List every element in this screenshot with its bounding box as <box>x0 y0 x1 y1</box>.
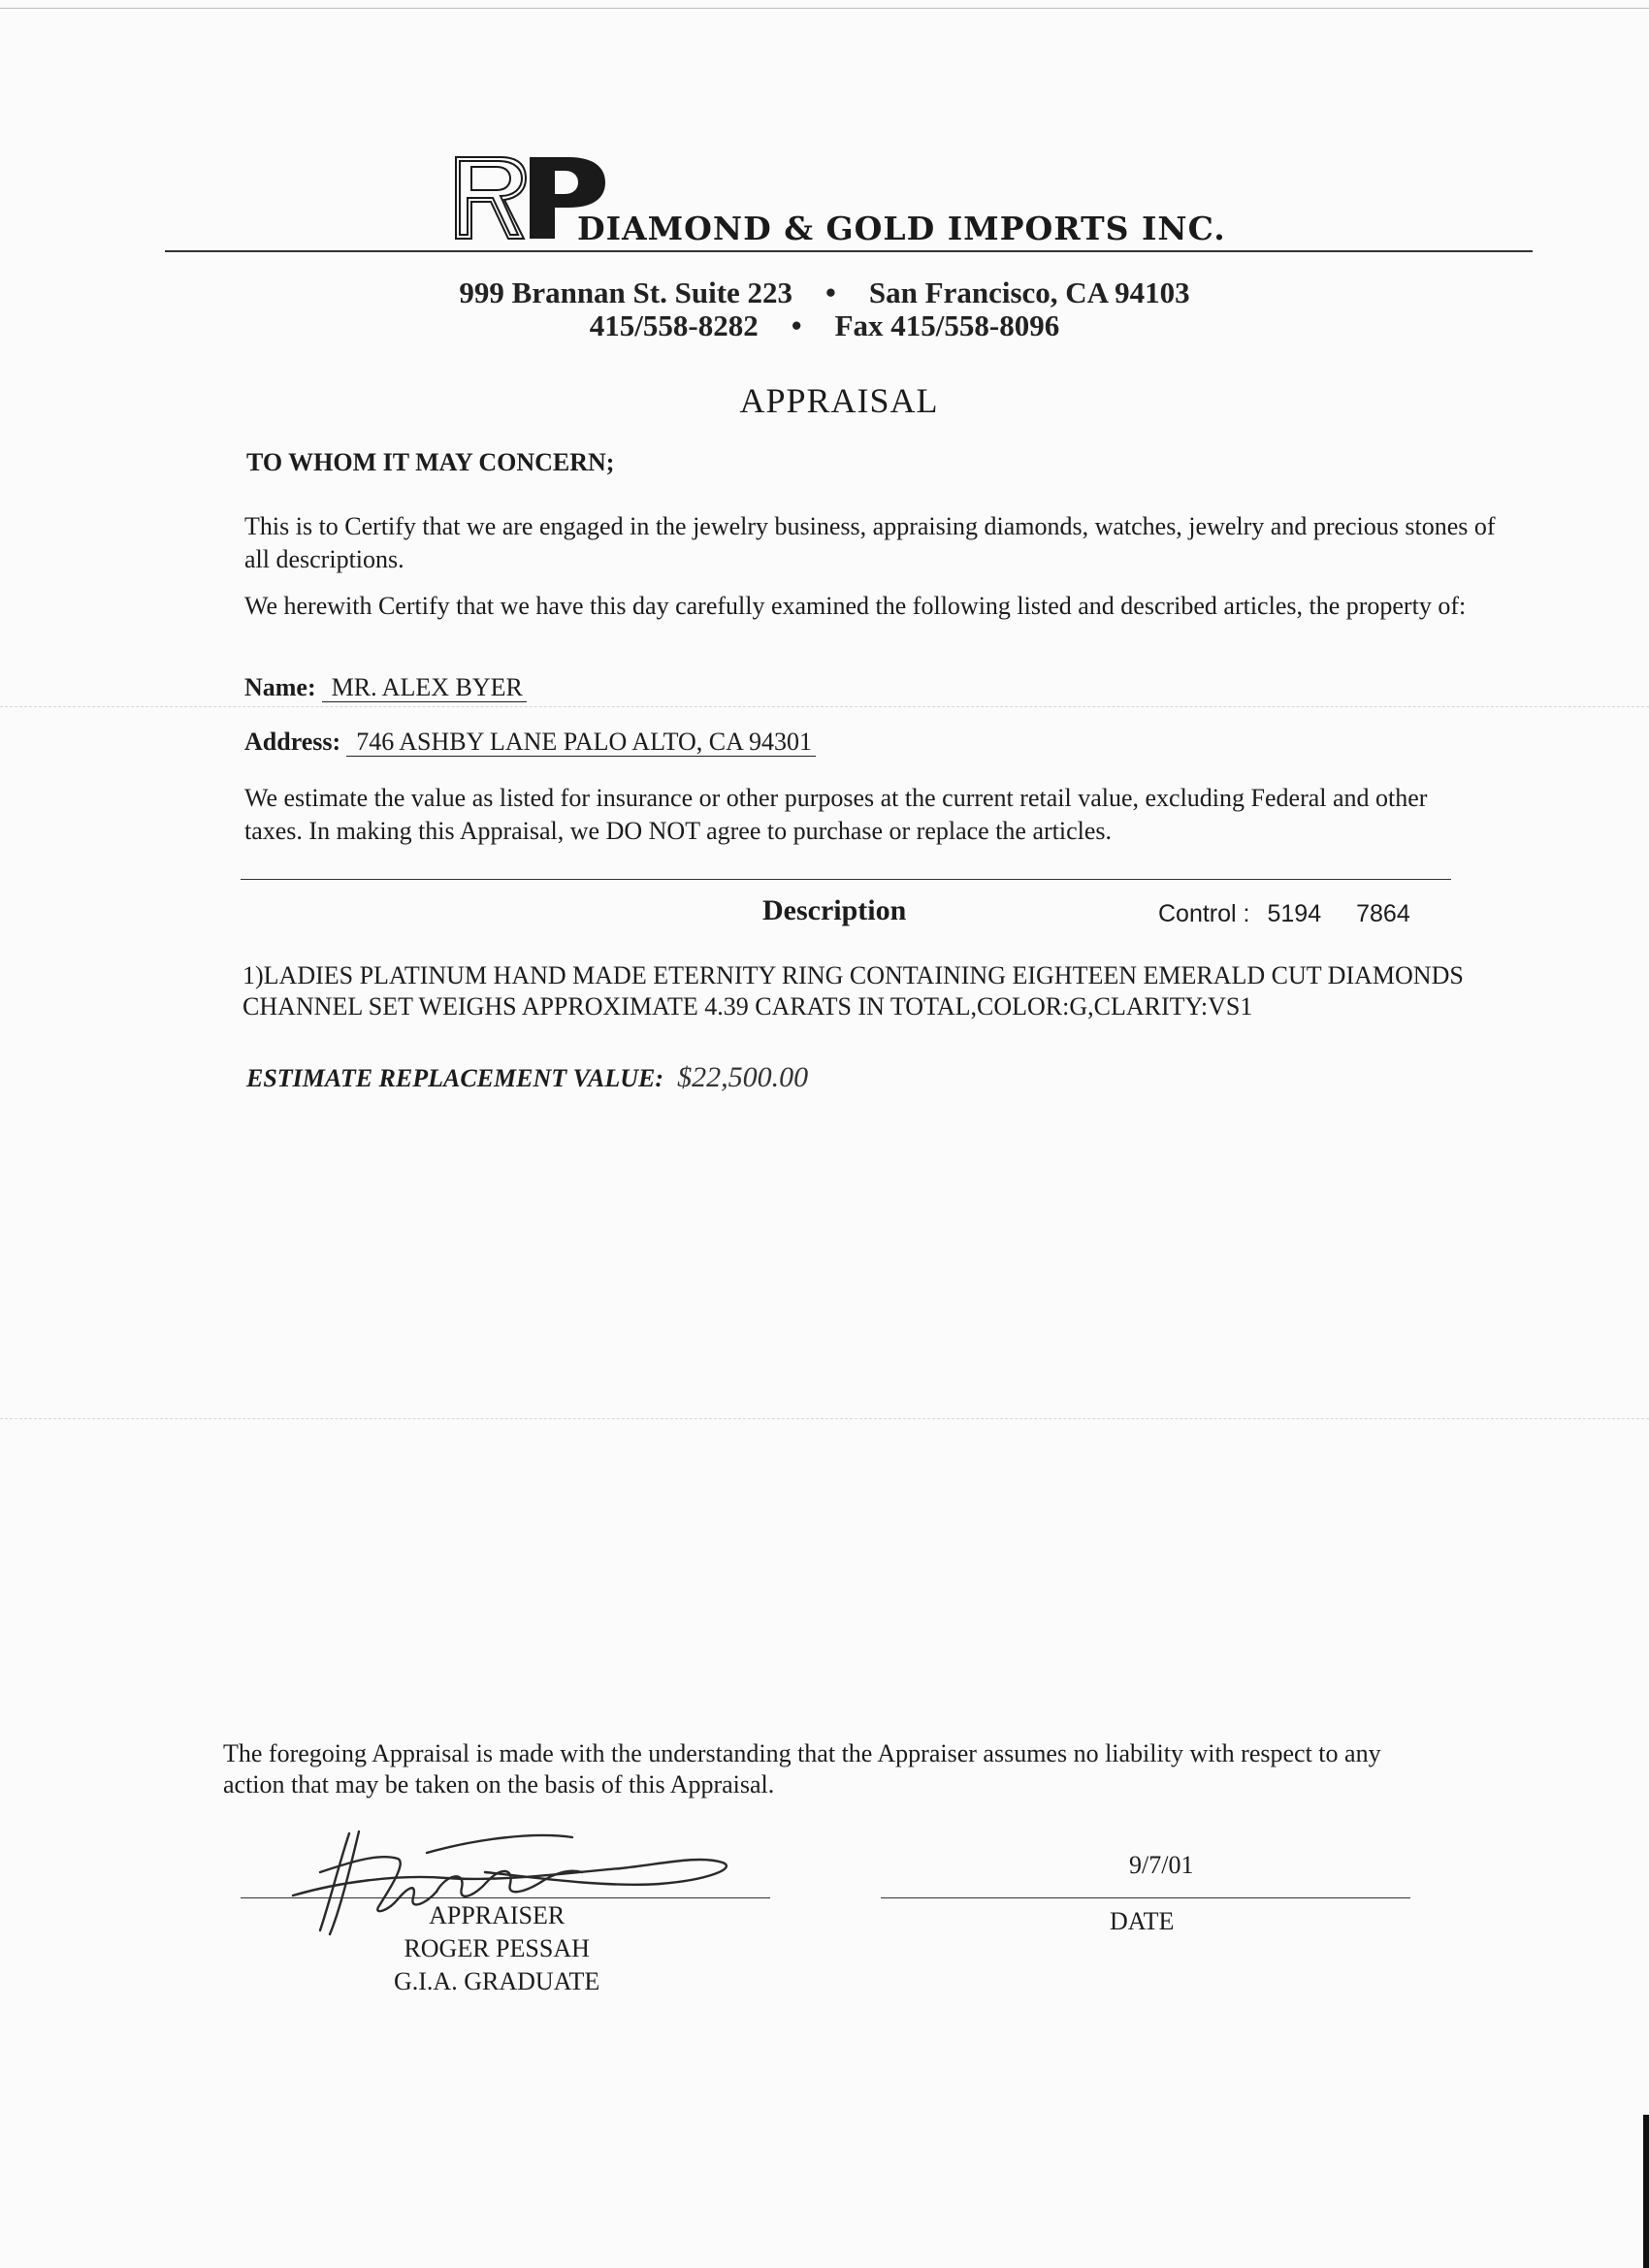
company-name: DIAMOND & GOLD IMPORTS INC. <box>577 210 1226 247</box>
separator-bullet: • <box>825 275 836 309</box>
company-phone-line <box>0 308 1649 343</box>
salutation: TO WHOM IT MAY CONCERN; <box>246 448 615 476</box>
control-number-2: 7864 <box>1356 900 1410 927</box>
fax-number: Fax 415/558-8096 <box>834 308 1060 342</box>
page-top-edge <box>0 0 1649 9</box>
control-label: Control : <box>1158 900 1250 927</box>
address-label: Address: <box>244 728 341 756</box>
estimate-label: ESTIMATE REPLACEMENT VALUE: <box>246 1064 664 1092</box>
estimate-amount: $22,500.00 <box>677 1061 809 1093</box>
header-rule <box>165 250 1533 252</box>
city-address: San Francisco, CA 94103 <box>868 275 1190 309</box>
date-label: DATE <box>1110 1907 1175 1935</box>
owner-name-field <box>244 673 527 702</box>
control-number-1: 5194 <box>1267 900 1322 927</box>
phone-number: 415/558-8282 <box>589 308 759 342</box>
estimate-value-line <box>246 1061 808 1094</box>
document-title: APPRAISAL <box>739 381 939 420</box>
fold-line <box>0 1418 1649 1419</box>
appraiser-credential: G.I.A. GRADUATE <box>394 1967 600 1995</box>
item-description: 1)LADIES PLATINUM HAND MADE ETERNITY RING CONTAINING EIGHTEEN EMERALD CUT DIAMONDS CHANNEL SET WEIGHS APPROXIMATE 4.39 CARATS IN TOTAL,COLOR:G,CLARITY:VS1 <box>242 961 1464 1021</box>
valuation-paragraph: We estimate the value as listed for insurance or other purposes at the current retail value, excluding Federal and other taxes. In making this Appraisal, we DO NOT agree to purchase or replace the articles. <box>244 784 1428 845</box>
liability-disclaimer: The foregoing Appraisal is made with the understanding that the Appraiser assumes no liability with respect to any action that may be taken on the basis of this Appraisal. <box>223 1739 1381 1798</box>
appraisal-date: 9/7/01 <box>1129 1851 1194 1879</box>
owner-name: MR. ALEX BYER <box>322 674 527 702</box>
street-address: 999 Brannan St. Suite 223 <box>459 275 793 309</box>
description-rule <box>241 879 1451 880</box>
appraiser-label: APPRAISER <box>429 1901 566 1929</box>
examination-paragraph: We herewith Certify that we have this day carefully examined the following listed and described articles, the property of: <box>244 592 1467 620</box>
owner-address-field <box>244 728 816 757</box>
separator-bullet: • <box>791 308 802 342</box>
owner-address: 746 ASHBY LANE PALO ALTO, CA 94301 <box>346 729 816 757</box>
date-line <box>881 1897 1410 1898</box>
fold-line <box>0 706 1649 707</box>
description-heading: Description <box>762 894 907 926</box>
control-number <box>1158 900 1410 928</box>
appraiser-block <box>394 1899 599 1998</box>
company-address <box>0 275 1649 310</box>
name-label: Name: <box>244 673 316 701</box>
scan-edge <box>1643 2115 1649 2268</box>
certification-paragraph: This is to Certify that we are engaged in the jewelry business, appraising diamonds, watches, jewelry and precious stones of all descriptions. <box>244 512 1496 573</box>
appraiser-name: ROGER PESSAH <box>404 1934 590 1962</box>
